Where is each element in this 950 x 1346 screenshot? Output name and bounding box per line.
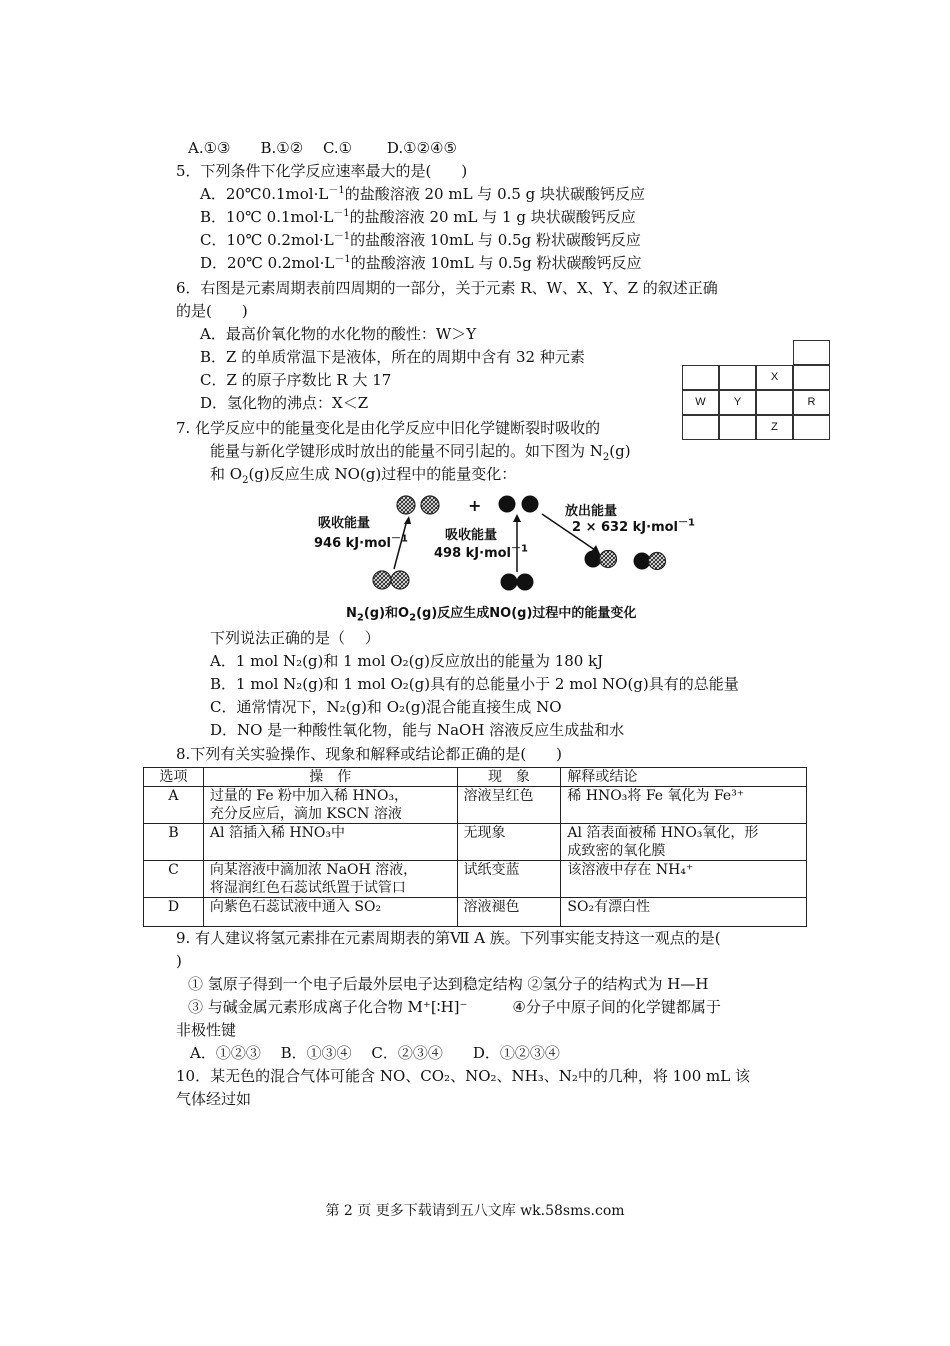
q9-statement-1: ① 氢原子得到一个电子后最外层电子达到稳定结构 ②氢分子的结构式为 H—H [188,975,709,993]
pt-cell-r: R [793,390,830,415]
header-operation: 操 作 [203,768,457,787]
q9-stem-line1: 9. 有人建议将氢元素排在元素周期表的第Ⅶ A 族。下列事实能支持这一观点的是( [176,929,721,947]
row-conclusion: Al 箔表面被稀 HNO₃氧化，形 成致密的氧化膜 [561,824,807,861]
o-atom-icon [499,496,516,513]
q7-option-c: C．通常情况下，N₂(g)和 O₂(g)混合能直接生成 NO [210,698,562,716]
o2-molecule-icon [517,574,534,591]
row-operation: 向某溶液中滴加浓 NaOH 溶液， 将湿润红色石蕊试纸置于试管口 [203,861,457,898]
n-atom-icon [397,496,415,514]
n2-molecule-icon [373,571,391,589]
q7-stem-line3: 和 $O_2(g)$反应生成 NO(g)过程中的能量变化： [210,465,517,486]
row-phenomenon: 溶液褪色 [457,898,561,927]
q10-line1: 10．某无色的混合气体可能含 NO、CO₂、NO₂、NH₃、N₂中的几种，将 100 mL 该 [176,1067,750,1085]
row-phenomenon: 试纸变蓝 [457,861,561,898]
plus-sign: + [468,496,482,515]
q6-stem-line1: 6．右图是元素周期表前四周期的一部分，关于元素 R、W、X、Y、Z 的叙述正确 [176,279,718,297]
q5-option-a: A．$20℃0.1mol\cdot L^{-1}$的盐酸溶液 20 mL 与 0.5 g 块状碳酸钙反应 [200,185,646,203]
q5-stem: 5．下列条件下化学反应速率最大的是( ) [176,162,468,180]
pt-cell-x: X [756,365,793,390]
q4-options: A.①③ B.①② C.① D.①②④⑤ [188,139,457,157]
page-footer: 第 2 页 更多下载请到五八文库 wk.58sms.com [325,1203,625,1219]
q7-stem-line2: 能量与新化学键形成时放出的能量不同引起的。如下图为 $N_2(g)$ [210,442,631,463]
absorb-value-2: 498 kJ·mol$^{-1}$ [434,543,528,561]
table-row [144,824,807,861]
q7-stem-line1: 7. 化学反应中的能量变化是由化学反应中旧化学键断裂时吸收的 [176,419,601,437]
row-option: A [144,787,204,824]
periodic-table-fragment [682,340,830,440]
table-header-row [144,768,807,787]
q6-option-a: A．最高价氧化物的水化物的酸性：W＞Y [200,325,477,343]
header-phenomenon: 现 象 [457,768,561,787]
pt-cell-y: Y [719,390,756,415]
figure-caption: $N_2(g)$和$O_2(g)$反应生成NO(g)过程中的能量变化 [346,606,637,624]
q9-options: A．①②③ B．①③④ C．②③④ D．①②③④ [190,1044,560,1062]
row-operation: 向紫色石蕊试液中通入 SO₂ [203,898,457,927]
q6-option-b: B．Z 的单质常温下是液体，所在的周期中含有 32 种元素 [200,348,585,366]
pt-cell [793,415,830,440]
release-label: 放出能量 [565,504,618,519]
row-operation: Al 箔插入稀 HNO₃中 [203,824,457,861]
q7-ask: 下列说法正确的是（ ） [210,629,380,647]
row-option: B [144,824,204,861]
q10-line2: 气体经过如 [176,1090,252,1108]
pt-cell [682,365,719,390]
experiment-table [143,767,807,927]
q9-statement-3: 非极性键 [176,1021,237,1039]
q5-option-c: C．10℃ $0.2mol\cdot L^{-1}$的盐酸溶液 10mL 与 0.5g 粉状碳酸钙反应 [200,231,641,249]
o2-molecule-icon [501,574,518,591]
q8-stem: 8.下列有关实验操作、现象和解释或结论都正确的是( ) [176,745,563,763]
q9-stem-line2: ) [176,952,182,970]
q6-stem-line2: 的是( ) [176,302,248,320]
row-conclusion: 稀 HNO₃将 Fe 氧化为 Fe³⁺ [561,787,807,824]
n2-molecule-icon [391,571,409,589]
pt-cell-w: W [682,390,719,415]
o-atom-icon [522,496,539,513]
pt-cell [719,365,756,390]
table-row [144,861,807,898]
q5-option-d: D．20℃ $0.2mol\cdot L^{-1}$的盐酸溶液 10mL 与 0.5g 粉状碳酸钙反应 [200,254,642,272]
row-conclusion: SO₂有漂白性 [561,898,807,927]
absorb-label-1: 吸收能量 [318,516,371,531]
release-value: 2 × 632 kJ·mol$^{-1}$ [572,517,695,535]
pt-cell [756,390,793,415]
table-row [144,898,807,927]
absorb-value-1: 946 kJ·mol$^{-1}$ [314,533,408,551]
no-molecule-icon [600,551,617,568]
q7-option-a: A．1 mol N₂(g)和 1 mol O₂(g)反应放出的能量为 180 kJ [210,652,604,670]
row-operation: 过量的 Fe 粉中加入稀 HNO₃， 充分反应后，滴加 KSCN 溶液 [203,787,457,824]
header-option: 选项 [144,768,204,787]
q7-option-d: D．NO 是一种酸性氧化物，能与 NaOH 溶液反应生成盐和水 [210,721,625,739]
table-row [144,787,807,824]
absorb-label-2: 吸收能量 [445,528,498,543]
q5-option-b: B．10℃ $0.1mol\cdot L^{-1}$的盐酸溶液 20 mL 与 1 g 块状碳酸钙反应 [200,208,636,226]
energy-diagram [310,490,695,625]
pt-cell-top [793,340,830,365]
no-molecule-icon [649,553,666,570]
header-conclusion: 解释或结论 [561,768,807,787]
pt-cell [682,415,719,440]
q7-option-b: B．1 mol N₂(g)和 1 mol O₂(g)具有的总能量小于 2 mol NO(g)具有的总能量 [210,675,739,693]
q9-statement-2: ③ 与碱金属元素形成离子化合物 M⁺[∶H]⁻ ④分子中原子间的化学键都属于 [188,998,721,1016]
pt-cell-z: Z [756,415,793,440]
q6-option-d: D．氢化物的沸点：X＜Z [200,394,369,412]
pt-cell [719,415,756,440]
pt-cell [793,365,830,390]
row-phenomenon: 无现象 [457,824,561,861]
row-conclusion: 该溶液中存在 NH₄⁺ [561,861,807,898]
q6-option-c: C．Z 的原子序数比 R 大 17 [200,371,392,389]
n-atom-icon [421,496,439,514]
row-option: C [144,861,204,898]
row-option: D [144,898,204,927]
row-phenomenon: 溶液呈红色 [457,787,561,824]
